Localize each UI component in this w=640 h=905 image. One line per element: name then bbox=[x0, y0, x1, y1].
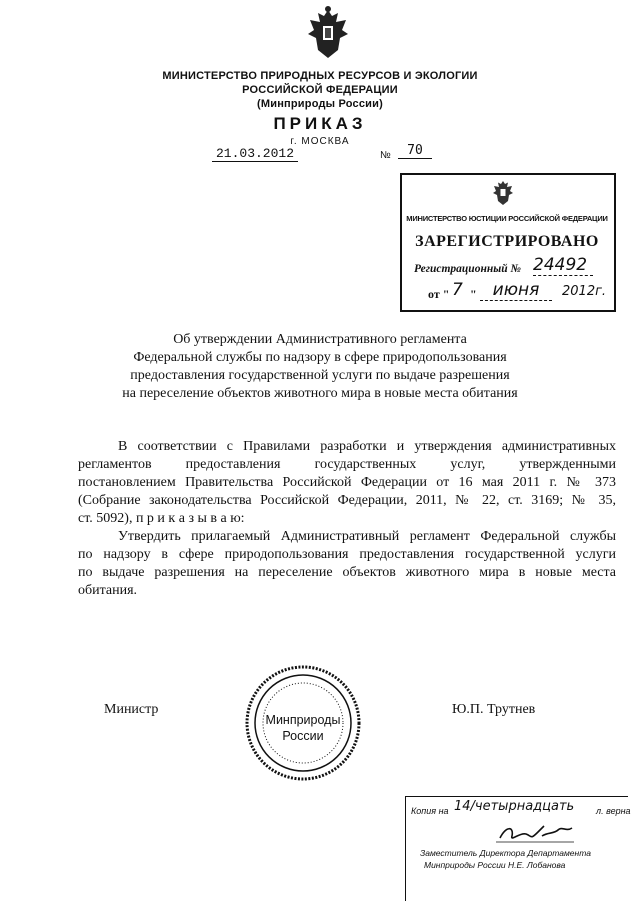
handwritten-signature bbox=[496, 822, 576, 844]
certifier-name: Минприроды России Н.Е. Лобанова bbox=[424, 860, 566, 870]
stamp-number: 24492 bbox=[533, 255, 593, 276]
stamp-day: 7 bbox=[452, 280, 463, 300]
stamp-month: июня bbox=[480, 280, 552, 301]
preamble-line: (Собрание законодательства Российской Федерации, 2011, № 22, ст. 3169; № 35, bbox=[78, 493, 616, 508]
stamp-ministry: МИНИСТЕРСТВО ЮСТИЦИИ РОССИЙСКОЙ ФЕДЕРАЦИИ bbox=[406, 214, 608, 223]
coat-of-arms-icon bbox=[488, 178, 518, 208]
certifier-position: Заместитель Директора Департамента bbox=[420, 848, 591, 858]
subject-line: Федеральной службы по надзору в сфере природопользования bbox=[133, 350, 507, 365]
order-number: 70 bbox=[398, 143, 432, 159]
order-number-label: № bbox=[380, 150, 391, 161]
stamp-date-prefix: от " bbox=[428, 287, 450, 301]
stamp-year: 2012г. bbox=[562, 284, 607, 299]
copy-label: Копия на bbox=[411, 806, 449, 816]
order-line: по надзору в сфере природопользования предоставления государственной услуги bbox=[78, 547, 616, 562]
order-line: Утвердить прилагаемый Административный регламент Федеральной службы bbox=[118, 529, 616, 544]
stamp-status: ЗАРЕГИСТРИРОВАНО bbox=[415, 233, 599, 250]
ministry-name-line2: РОССИЙСКОЙ ФЕДЕРАЦИИ bbox=[242, 84, 398, 96]
document-type-title: ПРИКАЗ bbox=[273, 114, 367, 133]
preamble-line: ст. 5092), п р и к а з ы в а ю: bbox=[78, 511, 245, 526]
preamble-line: постановлением Правительства Российской Федерации от 16 мая 2011 г. № 373 bbox=[78, 475, 616, 490]
stamp-number-label: Регистрационный № bbox=[414, 263, 521, 275]
seal-text bbox=[250, 712, 356, 744]
seal-line: России bbox=[282, 729, 324, 743]
subject-line: на переселение объектов животного мира в новые места обитания bbox=[122, 386, 518, 401]
order-city: г. МОСКВА bbox=[290, 136, 350, 147]
seal-line: Минприроды bbox=[265, 713, 341, 727]
coat-of-arms-icon bbox=[298, 4, 358, 64]
signatory-name: Ю.П. Трутнев bbox=[452, 702, 536, 717]
preamble-line: В соответствии с Правилами разработки и утверждения административных bbox=[118, 439, 616, 454]
subject-line: Об утверждении Административного регламента bbox=[173, 332, 467, 347]
subject-line: предоставления государственной услуги по выдаче разрешения bbox=[130, 368, 510, 383]
order-line: обитания. bbox=[78, 583, 138, 598]
ministry-name-line1: МИНИСТЕРСТВО ПРИРОДНЫХ РЕСУРСОВ И ЭКОЛОГИИ bbox=[162, 70, 478, 82]
stamp-date-quote: " bbox=[470, 287, 477, 301]
order-date: 21.03.2012 bbox=[212, 146, 298, 162]
preamble-line: регламентов предоставления государственных услуг, утвержденными bbox=[78, 457, 616, 472]
ministry-short-name: (Минприроды России) bbox=[257, 98, 383, 110]
order-line: по выдаче разрешения на переселение объектов животного мира в новые места bbox=[78, 565, 616, 580]
copy-handwritten-pages: 14/четырнадцать bbox=[454, 799, 575, 814]
signatory-position: Министр bbox=[104, 702, 159, 717]
copy-verno: л. верна bbox=[596, 806, 631, 816]
